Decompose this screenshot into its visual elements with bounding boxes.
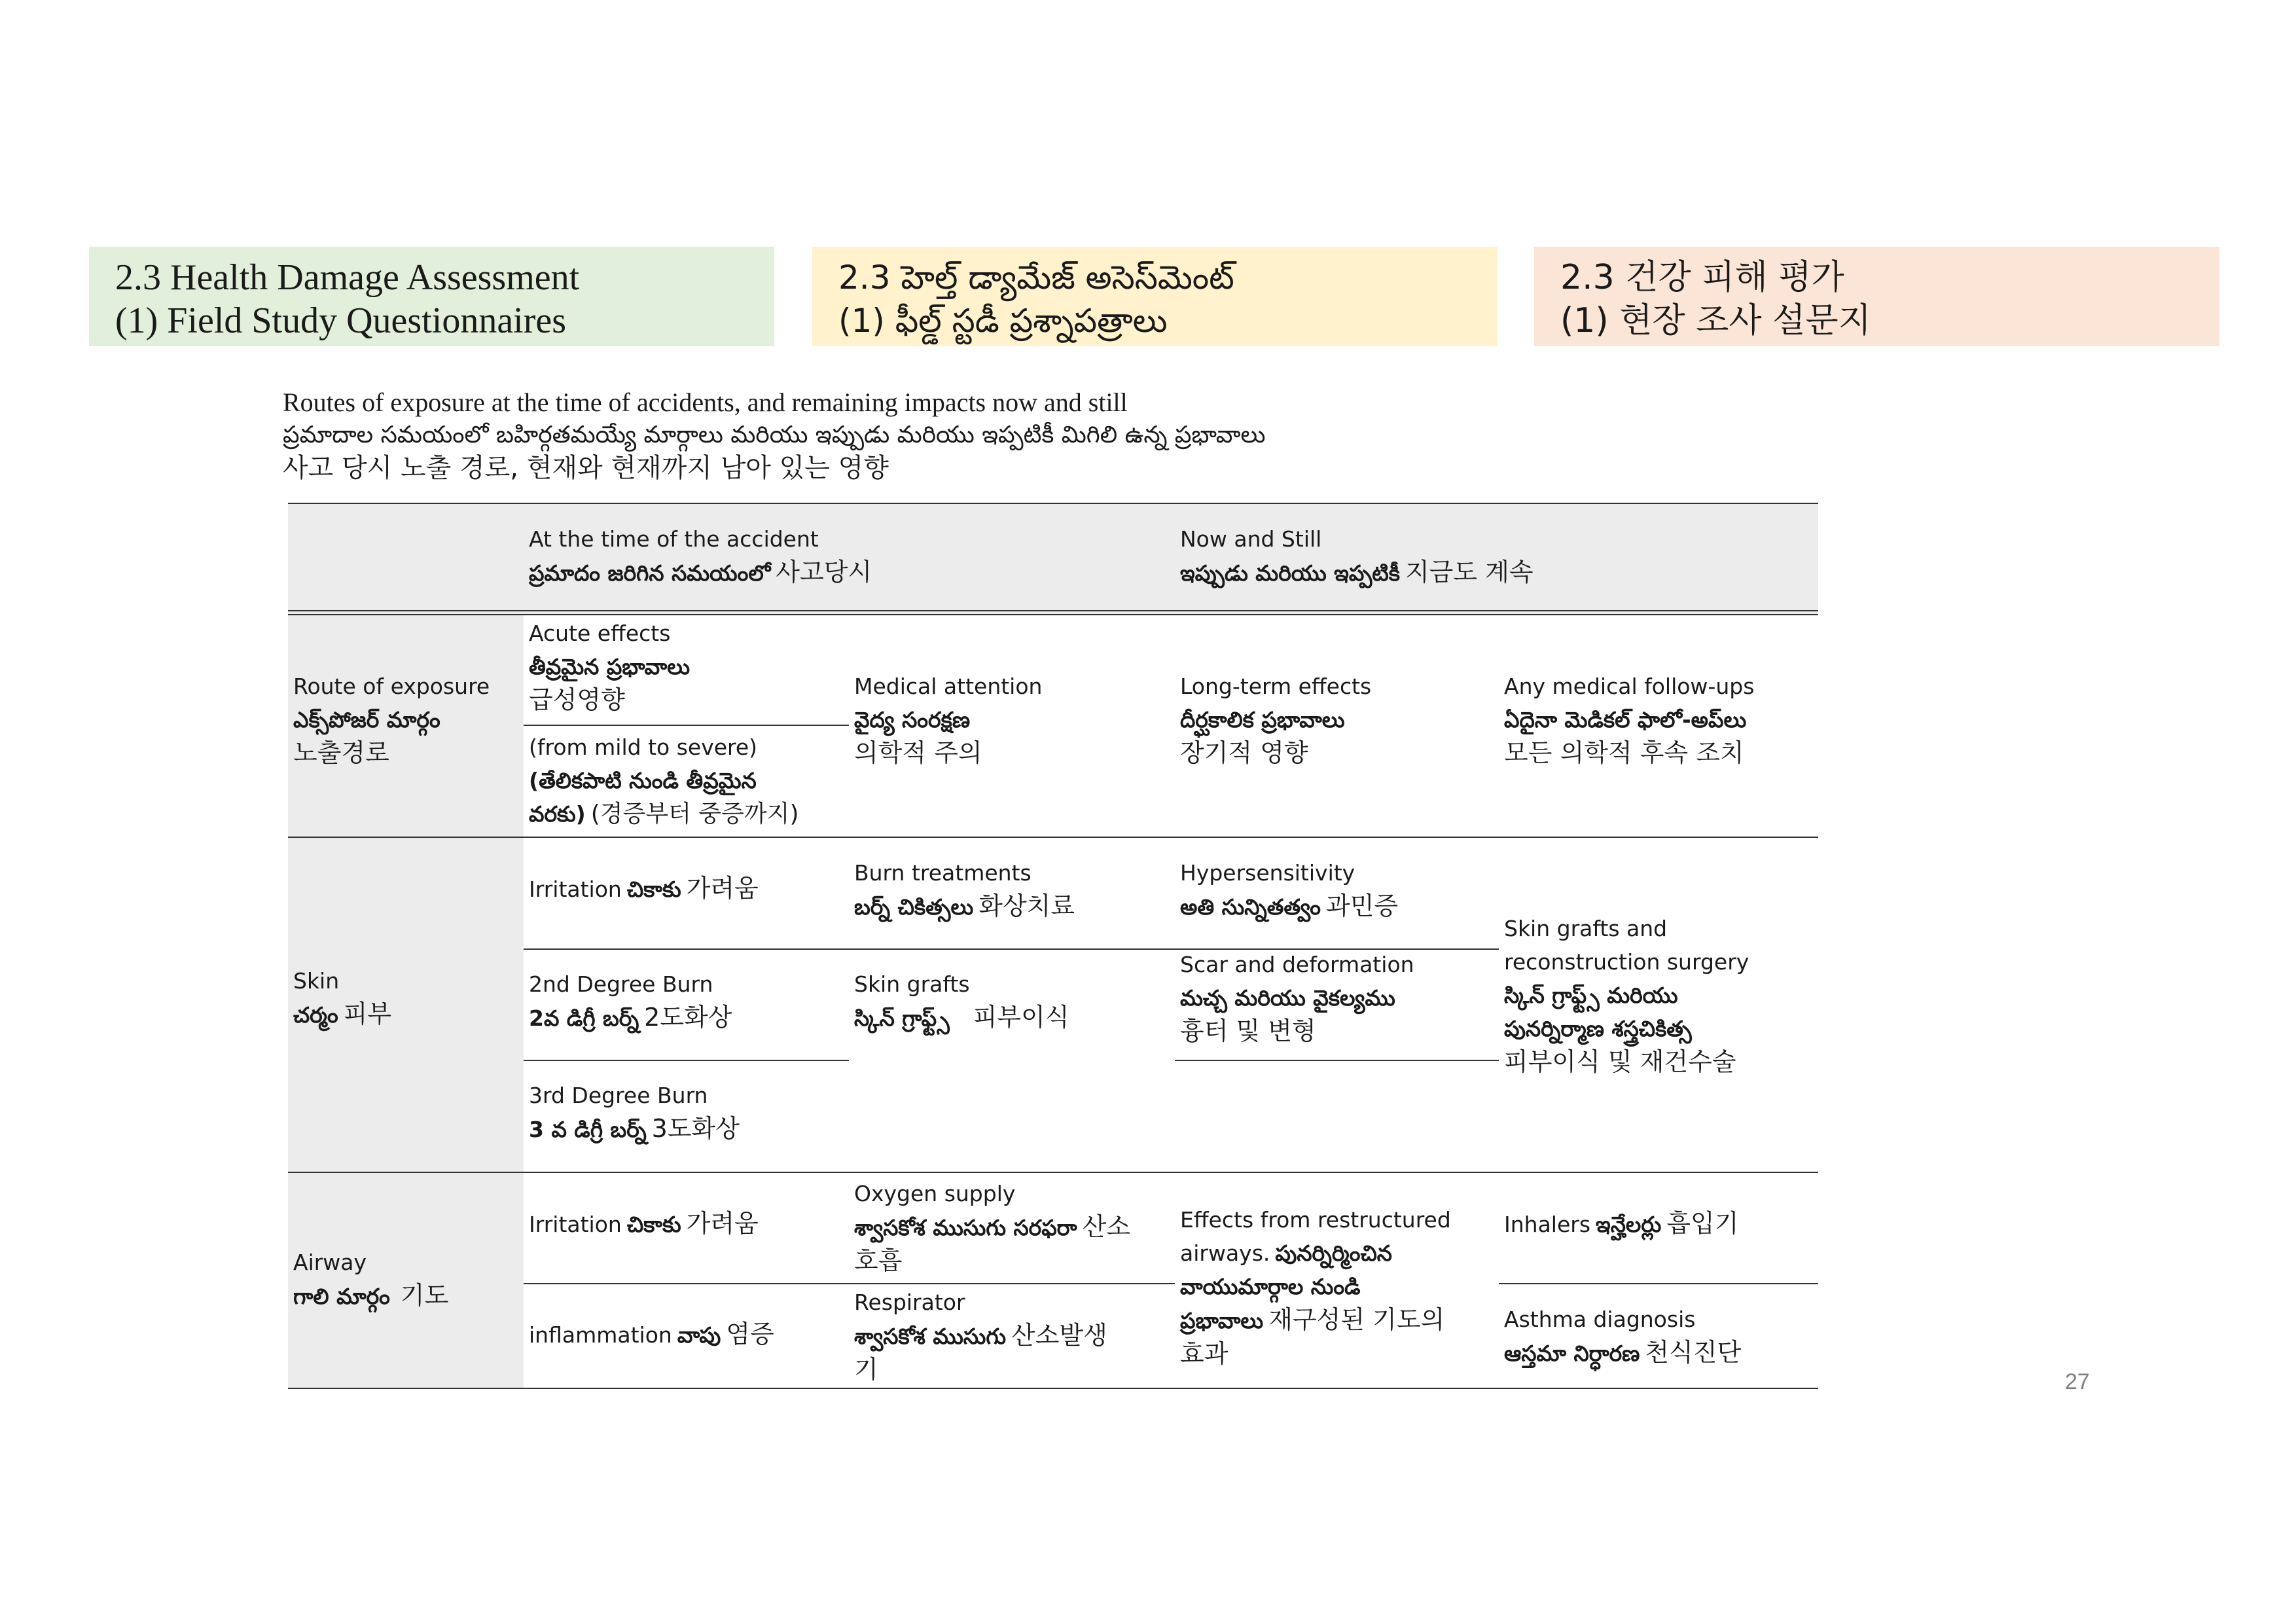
respirator-te: శ్వాసకోశ ముసుగు xyxy=(854,1324,1006,1349)
route-header-ko: 노출경로 xyxy=(293,738,389,767)
col-group-now-en: Now and Still xyxy=(1180,526,1322,552)
acute-effects-te: తీవ్రమైన ప్రభావాలు xyxy=(529,654,691,679)
airway-mid-rule-right xyxy=(1499,1283,1818,1284)
restructured-en1: Effects from restructured xyxy=(1180,1207,1451,1233)
col-group-now xyxy=(1175,522,1816,590)
restructured-ko2: 효과 xyxy=(1180,1339,1229,1368)
header-telugu-line1: 2.3 హెల్త్ డ్యామేజ్ అసెస్‌మెంట్ xyxy=(838,259,1234,297)
asthma-ko: 천식진단 xyxy=(1645,1338,1742,1367)
long-term-header xyxy=(1175,670,1502,770)
respirator-ko1: 산소발생 xyxy=(1011,1321,1107,1350)
airway-label-ko: 기도 xyxy=(400,1281,449,1310)
skin-grafts-te: స్కిన్ గ్రాఫ్ట్స్ xyxy=(854,1005,950,1031)
restructured-te2: వాయుమార్గాల నుండి xyxy=(1180,1274,1361,1299)
airway-asthma xyxy=(1499,1303,1818,1370)
header-english-line2: (1) Field Study Questionnaires xyxy=(115,300,567,341)
hypersensitivity-te: అతి సున్నితత్వం xyxy=(1180,894,1321,920)
table-bottom-rule xyxy=(288,1388,1818,1389)
skin-row2-rule-left xyxy=(524,1060,849,1061)
skin-irritation-te: చికాకు xyxy=(626,876,681,902)
medical-attention-header xyxy=(849,670,1176,770)
severity-header xyxy=(524,731,851,831)
airway-label-te: గాలి మార్గం xyxy=(293,1284,390,1309)
skin-grafts-ko: 피부이식 xyxy=(973,1003,1069,1032)
inhalers-ko: 흡입기 xyxy=(1666,1209,1739,1238)
airway-top-rule xyxy=(288,1172,1818,1173)
routes-title-te: ప్రమాదాల సమయంలో బహిర్గతమయ్యే మార్గాలు మరియు ఇప్పుడు మరియు ఇప్పటికీ మిగిలి ఉన్న ప్రభావాలు xyxy=(283,422,1266,448)
scar-ko: 흉터 및 변형 xyxy=(1180,1017,1316,1045)
severity-en: (from mild to severe) xyxy=(529,734,758,760)
skin-label-ko: 피부 xyxy=(343,1000,392,1028)
airway-respirator xyxy=(849,1286,1176,1386)
oxygen-te: శ్వాసకోశ ముసుగు సరఫరా xyxy=(854,1215,1077,1240)
airway-irritation-te: చికాకు xyxy=(626,1212,681,1237)
skin-scar xyxy=(1175,948,1502,1048)
col-group-accident xyxy=(524,522,1165,590)
skin-followup xyxy=(1499,912,1818,1079)
skin-irritation-en: Irritation xyxy=(529,876,622,902)
oxygen-en: Oxygen supply xyxy=(854,1181,1016,1206)
routes-title xyxy=(283,386,1461,484)
skin-irritation xyxy=(524,872,851,906)
follow-ups-en: Any medical follow-ups xyxy=(1504,674,1755,699)
airway-irritation-ko: 가려움 xyxy=(686,1209,759,1238)
inflammation-en: inflammation xyxy=(529,1322,672,1348)
acute-effects-header xyxy=(524,617,851,717)
skin-third-degree xyxy=(524,1079,851,1146)
header-box-telugu xyxy=(812,247,1498,346)
follow-ups-ko: 모든 의학적 후속 조치 xyxy=(1504,738,1744,767)
route-header-en: Route of exposure xyxy=(293,674,490,699)
routes-title-ko: 사고 당시 노출 경로, 현재와 현재까지 남아 있는 영향 xyxy=(283,453,889,483)
airway-restructured xyxy=(1175,1203,1502,1371)
skin-followup-te2: పునర్నిర్మాణ శస్త్రచికిత్స xyxy=(1504,1016,1692,1041)
asthma-en: Asthma diagnosis xyxy=(1504,1307,1696,1332)
respirator-en: Respirator xyxy=(854,1290,965,1315)
scar-en: Scar and deformation xyxy=(1180,952,1414,977)
header-box-english xyxy=(89,247,774,346)
burn-treatments-te: బర్న్ చికిత్సలు xyxy=(854,894,974,920)
long-term-te: దీర్ఘకాలిక ప్రభావాలు xyxy=(1180,707,1345,732)
medical-attention-ko: 의학적 주의 xyxy=(854,738,982,767)
skin-second-degree xyxy=(524,967,851,1035)
skin-followup-ko: 피부이식 및 재건수술 xyxy=(1504,1047,1736,1076)
acute-divider xyxy=(524,725,849,726)
table-header-rule-b xyxy=(288,614,1818,615)
third-degree-ko: 3도화상 xyxy=(651,1114,740,1143)
header-box-korean xyxy=(1534,247,2219,346)
follow-ups-header xyxy=(1499,670,1818,770)
third-degree-en: 3rd Degree Burn xyxy=(529,1083,708,1108)
col-group-now-te: ఇప్పుడు మరియు ఇప్పటికీ xyxy=(1180,560,1400,586)
table-header-rule-a xyxy=(288,610,1818,611)
table-top-rule xyxy=(288,503,1818,504)
skin-followup-te1: స్కిన్ గ్రాఫ్ట్స్ మరియు xyxy=(1504,983,1678,1008)
inhalers-te: ఇన్హేలర్లు xyxy=(1596,1212,1662,1237)
airway-inhalers xyxy=(1499,1207,1818,1241)
third-degree-te: 3 వ డిగ్రీ బర్న్ xyxy=(529,1117,647,1142)
col-group-now-ko: 지금도 계속 xyxy=(1405,558,1534,586)
col-group-accident-te: ప్రమాదం జరిగిన సమయంలో xyxy=(529,560,771,586)
asthma-te: ఆస్తమా నిర్ధారణ xyxy=(1504,1341,1640,1366)
skin-label-en: Skin xyxy=(293,968,340,994)
inflammation-te: వాపు xyxy=(677,1322,721,1348)
route-header xyxy=(288,670,524,770)
skin-burn-treatments xyxy=(849,856,1176,924)
respirator-ko2: 기 xyxy=(854,1355,878,1384)
long-term-en: Long-term effects xyxy=(1180,674,1372,699)
header-english-line1: 2.3 Health Damage Assessment xyxy=(115,257,580,298)
col-group-accident-ko: 사고당시 xyxy=(776,558,872,586)
burn-treatments-en: Burn treatments xyxy=(854,860,1031,886)
second-degree-en: 2nd Degree Burn xyxy=(529,971,713,997)
skin-followup-en2: reconstruction surgery xyxy=(1504,949,1749,975)
skin-grafts xyxy=(849,967,1176,1035)
skin-irritation-ko: 가려움 xyxy=(686,874,759,903)
inhalers-en: Inhalers xyxy=(1504,1212,1591,1237)
second-degree-te: 2వ డిగ్రీ బర్న్ xyxy=(529,1005,639,1031)
header-korean-line2: (1) 현장 조사 설문지 xyxy=(1560,301,1871,340)
skin-top-rule xyxy=(288,837,1818,838)
airway-label xyxy=(288,1246,524,1313)
route-header-te: ఎక్స్‌పోజర్ మార్గం xyxy=(293,707,440,732)
page-number: 27 xyxy=(2065,1369,2090,1394)
inflammation-ko: 염증 xyxy=(726,1320,774,1348)
burn-treatments-ko: 화상치료 xyxy=(978,892,1075,920)
restructured-te3: ప్రభావాలు xyxy=(1180,1308,1264,1333)
skin-label xyxy=(288,964,524,1032)
header-korean-line1: 2.3 건강 피해 평가 xyxy=(1560,258,1844,297)
restructured-te1: పునర్నిర్మించిన xyxy=(1275,1240,1392,1266)
exposure-table xyxy=(288,503,1818,1389)
skin-grafts-en: Skin grafts xyxy=(854,971,970,997)
medical-attention-te: వైద్య సంరక్షణ xyxy=(854,707,971,732)
skin-row1-rule xyxy=(524,948,1499,950)
severity-te1: (తేలికపాటి నుండి తీవ్రమైన xyxy=(529,768,757,793)
severity-te2: వరకు) xyxy=(529,801,586,827)
medical-attention-en: Medical attention xyxy=(854,674,1043,699)
severity-ko: (경증부터 중증까지) xyxy=(590,801,799,827)
routes-title-en: Routes of exposure at the time of accidents, and remaining impacts now and still xyxy=(283,388,1128,417)
acute-effects-en: Acute effects xyxy=(529,621,671,646)
hypersensitivity-ko: 과민증 xyxy=(1326,892,1399,920)
restructured-ko1: 재구성된 기도의 xyxy=(1268,1305,1445,1334)
second-degree-ko: 2도화상 xyxy=(644,1003,732,1032)
airway-label-en: Airway xyxy=(293,1250,367,1275)
oxygen-ko2: 호흡 xyxy=(854,1246,903,1275)
skin-row2-rule-right xyxy=(1175,1060,1499,1061)
airway-oxygen xyxy=(849,1177,1176,1278)
follow-ups-te: ఏదైనా మెడికల్ ఫాలో-అప్‌లు xyxy=(1504,707,1747,732)
header-telugu-line2: (1) ఫీల్డ్ స్టడీ ప్రశ్నాపత్రాలు xyxy=(838,302,1168,340)
skin-followup-en1: Skin grafts and xyxy=(1504,916,1668,941)
skin-hypersensitivity xyxy=(1175,856,1502,924)
airway-irritation xyxy=(524,1207,851,1241)
scar-te: మచ్చ మరియు వైకల్యము xyxy=(1180,985,1395,1011)
airway-mid-rule-left xyxy=(524,1283,1175,1284)
col-group-accident-en: At the time of the accident xyxy=(529,526,819,552)
restructured-en2: airways. xyxy=(1180,1240,1270,1266)
airway-irritation-en: Irritation xyxy=(529,1212,622,1237)
hypersensitivity-en: Hypersensitivity xyxy=(1180,860,1355,886)
oxygen-ko1: 산소 xyxy=(1082,1212,1131,1241)
airway-inflammation xyxy=(524,1318,851,1352)
skin-label-te: చర్మం xyxy=(293,1002,338,1028)
acute-effects-ko: 급성영향 xyxy=(529,685,625,714)
long-term-ko: 장기적 영향 xyxy=(1180,738,1308,767)
